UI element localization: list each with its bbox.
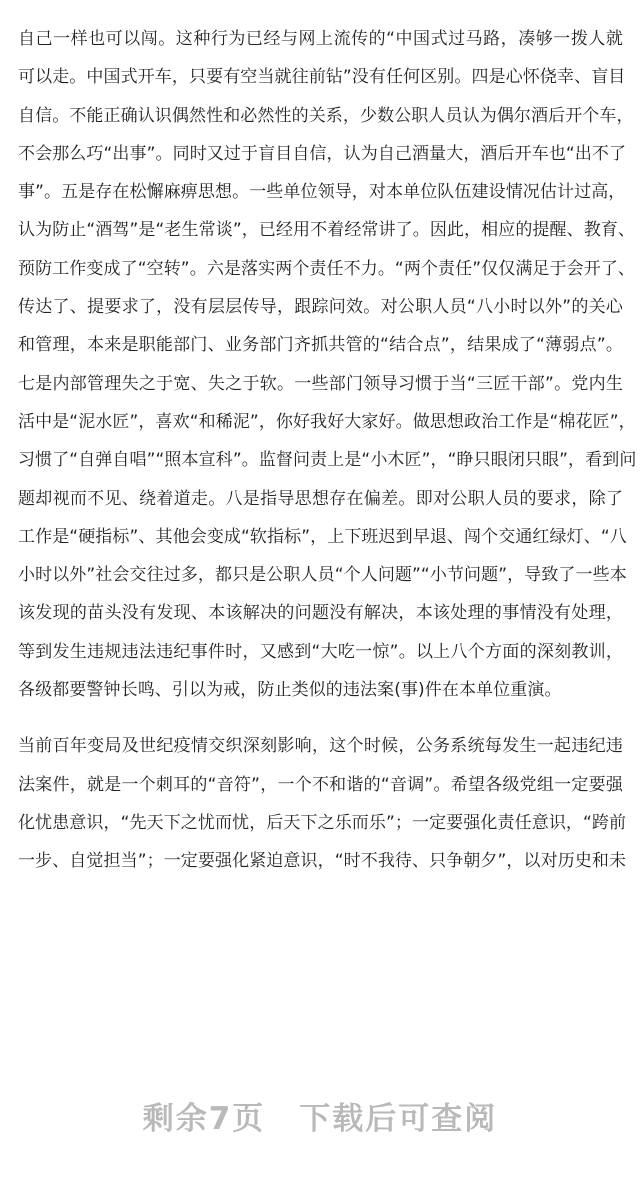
- text-line: 化忧患意识，“先天下之忧而忧，后天下之乐而乐”；一定要强化责任意识，“跨前: [18, 812, 627, 833]
- text-line: 工作是“硬指标”、其他会变成“软指标”，上下班迟到早退、闯个交通红绿灯、“八: [18, 526, 627, 547]
- document-body: [18, 20, 637, 881]
- text-line: 自己一样也可以闯。这种行为已经与网上流传的“中国式过马路，凑够一拨人就: [18, 29, 623, 49]
- text-line: 活中是“泥水匠”，喜欢“和稀泥”，你好我好大家好。做思想政治工作是“棉花匠”，: [18, 411, 636, 432]
- text-line: 小时以外”社会交往过多，都只是公职人员“个人问题”“小节问题”，导致了一些本: [18, 565, 627, 586]
- text-line: 可以走。中国式开车，只要有空当就往前钻”没有任何区别。四是心怀侥幸、盲目: [18, 67, 626, 88]
- text-line: 七是内部管理失之于宽、失之于软。一些部门领导习惯于当“三匠干部”。党内生: [18, 373, 623, 394]
- text-line: 一步、自觉担当”；一定要强化紧迫意识，“时不我待、只争朝夕”，以对历史和未: [18, 851, 627, 872]
- download-hint-label: 下载后可查阅: [299, 1101, 498, 1137]
- paragraph-1: [18, 20, 637, 709]
- text-line: 等到发生违规违法违纪事件时，又感到“大吃一惊”。以上八个方面的深刻教训，: [18, 641, 623, 662]
- text-line: 和管理，本来是职能部门、业务部门齐抓共管的“结合点”，结果成了“薄弱点”。: [18, 335, 623, 356]
- text-line: 题却视而不见、绕着道走。八是指导思想存在偏差。即对公职人员的要求，除了: [18, 488, 623, 509]
- paragraph-2: [18, 727, 627, 880]
- text-line: 法案件，就是一个刺耳的“音符”，一个不和谐的“音调”。希望各级党组一定要强: [18, 774, 623, 795]
- text-line: 自信。不能正确认识偶然性和必然性的关系，少数公职人员认为偶尔酒后开个车，: [18, 105, 634, 126]
- text-line: 各级都要警钟长鸣、引以为戒，防止类似的违法案(事)件在本单位重演。: [18, 680, 562, 701]
- text-line: 该发现的苗头没有发现、本该解决的问题没有解决，本该处理的事情没有处理，: [18, 603, 623, 624]
- text-line: 预防工作变成了“空转”。六是落实两个责任不力。“两个责任”仅仅满足于会开了、: [18, 258, 636, 279]
- text-line: 习惯了“自弹自唱”“照本宣科”。监督问责上是“小木匠”，“睁只眼闭只眼”，看到问: [18, 450, 637, 471]
- text-line: 不会那么巧“出事”。同时又过于盲目自信，认为自己酒量大，酒后开车也“出不了: [18, 143, 627, 164]
- download-prompt[interactable]: [0, 1093, 640, 1138]
- remaining-pages-label: 剩余7页: [142, 1101, 266, 1137]
- text-line: 认为防止“酒驾”是“老生常谈”，已经用不着经常讲了。因此，相应的提醒、教育、: [18, 220, 636, 241]
- text-line: 当前百年变局及世纪疫情交织深刻影响，这个时候，公务系统每发生一起违纪违: [18, 736, 623, 757]
- text-line: 事”。五是存在松懈麻痹思想。一些单位领导，对本单位队伍建设情况估计过高，: [18, 182, 626, 203]
- text-line: 传达了、提要求了，没有层层传导，跟踪问效。对公职人员“八小时以外”的关心: [18, 297, 623, 318]
